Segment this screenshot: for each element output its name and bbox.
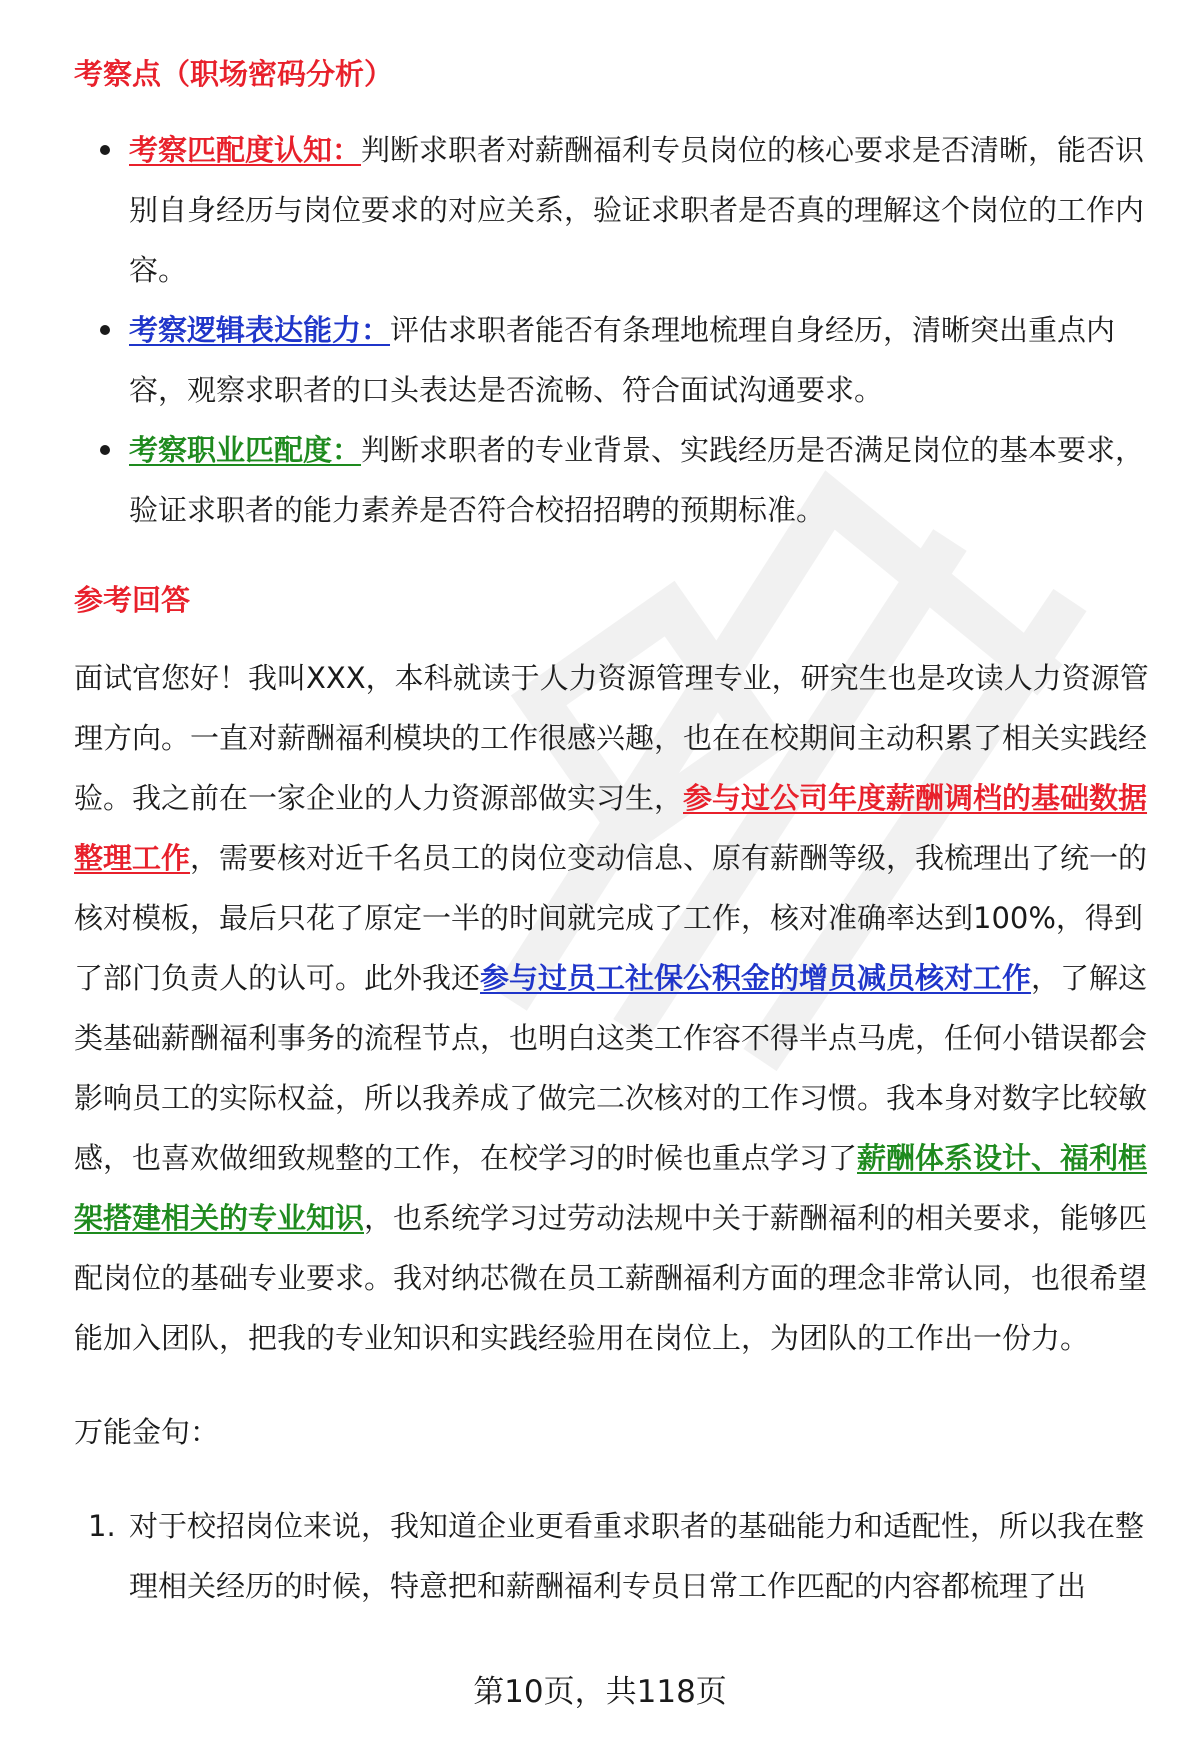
answer-highlight: 参与过员工社保公积金的增员减员核对工作 (480, 961, 1032, 995)
point-text: 评估求职者能否有条理地梳理自身经历，清晰突出重点内容，观察求职者的口头表达是否流畅、符合面试沟通要求。 (129, 313, 1116, 407)
answer-text: 面试官您好！我叫XXX，本科就读于人力资源管理专业，研究生也是攻读人力资源管理方向。一直对薪酬福利模块的工作很感兴趣，也在在校期间主动积累了相关实践经验。我之前在一家企业的人力资源部做实习生， (74, 661, 1149, 815)
point-label: 考察匹配度认知： (129, 133, 362, 167)
golden-sentences-label: 万能金句： (74, 1415, 220, 1449)
bullet-icon (100, 325, 110, 335)
page-footer: 第10页，共118页 (473, 1674, 727, 1710)
point-label: 考察职业匹配度： (129, 433, 362, 467)
reference-answer-paragraph (74, 648, 1149, 1368)
document-page (74, 54, 1149, 1616)
section-title-exam-points: 考察点（职场密码分析） (74, 57, 394, 91)
exam-points-list (74, 120, 1149, 540)
answer-text: ，也系统学习过劳动法规中关于薪酬福利的相关要求，能够匹配岗位的基础专业要求。我对纳芯微在员工薪酬福利方面的理念非常认同，也很希望能加入团队，把我的专业知识和实践经验用在岗位上，为团队的工作出一份力。 (74, 1201, 1148, 1355)
answer-text: ，了解这类基础薪酬福利事务的流程节点，也明白这类工作容不得半点马虎，任何小错误都会影响员工的实际权益，所以我养成了做完二次核对的工作习惯。我本身对数字比较敏感，也喜欢做细致规整的工作，在校学习的时候也重点学习了 (74, 961, 1148, 1175)
sentence-text: 对于校招岗位来说，我知道企业更看重求职者的基础能力和适配性，所以我在整理相关经历的时候，特意把和薪酬福利专员日常工作匹配的内容都梳理了出 (129, 1509, 1145, 1603)
bullet-icon (100, 145, 110, 155)
section-title-reference-answer: 参考回答 (74, 583, 191, 617)
point-label: 考察逻辑表达能力： (129, 313, 391, 347)
answer-text: ，需要核对近千名员工的岗位变动信息、原有薪酬等级，我梳理出了统一的核对模板，最后只花了原定一半的时间就完成了工作，核对准确率达到100%，得到了部门负责人的认可。此外我还 (74, 841, 1148, 995)
list-item (74, 1496, 1149, 1616)
list-item (74, 300, 1149, 420)
point-text: 判断求职者的专业背景、实践经历是否满足岗位的基本要求，验证求职者的能力素养是否符合校招招聘的预期标准。 (129, 433, 1145, 527)
list-item (74, 120, 1149, 300)
item-number: 1. (88, 1509, 116, 1543)
answer-highlight: 薪酬体系设计、福利框架搭建相关的专业知识 (74, 1141, 1148, 1235)
list-item (74, 420, 1149, 540)
point-text: 判断求职者对薪酬福利专员岗位的核心要求是否清晰，能否识别自身经历与岗位要求的对应关系，验证求职者是否真的理解这个岗位的工作内容。 (129, 133, 1145, 287)
bullet-icon (100, 445, 110, 455)
golden-sentences-list (74, 1496, 1149, 1616)
answer-highlight: 参与过公司年度薪酬调档的基础数据整理工作 (74, 781, 1148, 875)
